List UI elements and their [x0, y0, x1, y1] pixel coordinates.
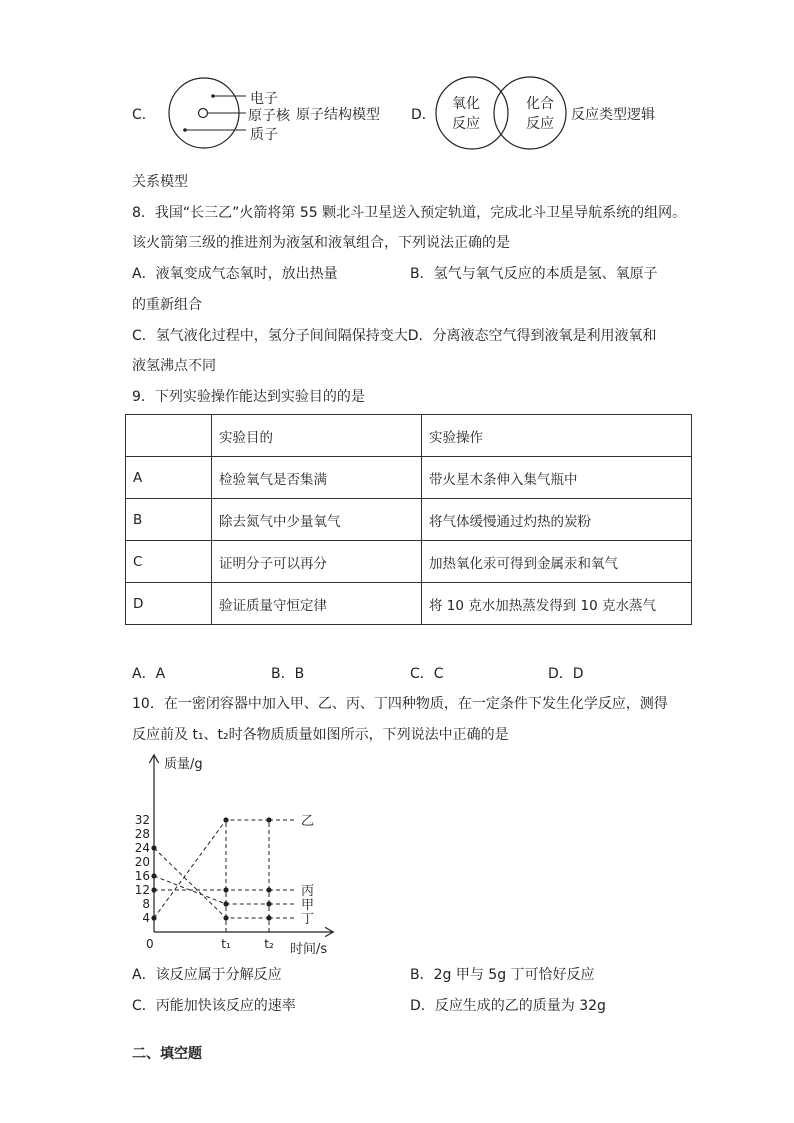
table-cell: 将气体缓慢通过灼热的炭粉	[422, 499, 692, 541]
y-tick-label: 32	[134, 813, 150, 827]
q8-option-d-wrap: 液氢沸点不同	[132, 358, 216, 374]
y-tick-label: 24	[134, 841, 150, 855]
table-header-row	[126, 415, 692, 457]
table-header-cell: 实验目的	[212, 415, 422, 457]
y-tick-label: 12	[134, 883, 150, 897]
q9-option-c[interactable]: C．C	[410, 666, 444, 682]
x-tick-label: t₁	[221, 937, 231, 951]
label-nucleus: 原子核	[248, 108, 290, 124]
venn-right-line1: 化合	[526, 96, 554, 112]
series-label: 丙	[301, 884, 315, 899]
data-point	[223, 915, 228, 920]
y-tick-label: 8	[142, 897, 150, 911]
q9-option-d[interactable]: D．D	[548, 666, 584, 682]
q9-option-a[interactable]: A．A	[132, 666, 166, 682]
venn-left-line2: 反应	[452, 116, 480, 132]
table-header-cell: 实验操作	[422, 415, 692, 457]
table-cell: A	[126, 457, 212, 499]
label-electron: 电子	[250, 91, 278, 107]
table-cell: D	[126, 583, 212, 625]
table-cell: 验证质量守恒定律	[212, 583, 422, 625]
data-point	[223, 901, 228, 906]
y-tick-label: 4	[142, 911, 150, 925]
x-tick-label: t₂	[264, 937, 274, 951]
venn-right-line2: 反应	[526, 116, 554, 132]
experiment-table	[125, 414, 692, 625]
q7-caption-wrap: 关系模型	[132, 174, 188, 190]
table-row	[126, 583, 692, 625]
table-row	[126, 457, 692, 499]
q8-option-b[interactable]: B．氢气与氧气反应的本质是氢、氧原子	[410, 266, 658, 282]
atom-model-caption: 原子结构模型	[296, 107, 380, 123]
x-axis-label: 时间/s	[290, 942, 328, 957]
mass-time-chart	[120, 750, 350, 960]
label-proton: 质子	[250, 127, 278, 143]
series-label: 丁	[301, 912, 315, 927]
q10-option-c[interactable]: C．丙能加快该反应的速率	[132, 998, 296, 1014]
table-cell: 检验氧气是否集满	[212, 457, 422, 499]
q7-option-d-label: D．	[411, 107, 436, 123]
data-point	[223, 887, 228, 892]
data-point	[266, 915, 271, 920]
table-cell: 证明分子可以再分	[212, 541, 422, 583]
venn-caption: 反应类型逻辑	[571, 107, 655, 123]
nucleus-circle	[199, 109, 208, 118]
data-point	[266, 817, 271, 822]
data-point	[266, 887, 271, 892]
origin-label: 0	[146, 937, 154, 951]
table-row	[126, 499, 692, 541]
y-tick-label: 28	[134, 827, 150, 841]
q8-option-a[interactable]: A．液氧变成气态氧时，放出热量	[132, 266, 338, 282]
data-point	[223, 817, 228, 822]
series-line-丁	[154, 848, 269, 918]
q8-stem-line1: 8．我国“长三乙”火箭将第 55 颗北斗卫星送入预定轨道，完成北斗卫星导航系统的组网。	[132, 205, 687, 221]
q10-stem-line1: 10．在一密闭容器中加入甲、乙、丙、丁四种物质，在一定条件下发生化学反应，测得	[132, 696, 668, 712]
table-header-cell	[126, 415, 212, 457]
venn-left-line1: 氧化	[452, 96, 480, 112]
series-label: 甲	[301, 898, 315, 913]
y-axis-label: 质量/g	[164, 757, 203, 772]
data-point	[151, 887, 156, 892]
data-point	[151, 915, 156, 920]
table-cell: 带火星木条伸入集气瓶中	[422, 457, 692, 499]
q10-option-d[interactable]: D．反应生成的乙的质量为 32g	[410, 998, 606, 1014]
data-point	[266, 901, 271, 906]
q9-option-b[interactable]: B．B	[271, 666, 305, 682]
table-row	[126, 541, 692, 583]
table-cell: 除去氮气中少量氧气	[212, 499, 422, 541]
table-cell: 加热氧化汞可得到金属汞和氧气	[422, 541, 692, 583]
q7-option-c-label: C．	[132, 107, 156, 123]
q10-option-a[interactable]: A．该反应属于分解反应	[132, 967, 282, 983]
q8-option-cd[interactable]: C．氢气液化过程中，氢分子间间隔保持变大D．分离液态空气得到液氧是利用液氧和	[132, 328, 657, 344]
section-title: 二、填空题	[132, 1046, 202, 1062]
y-tick-label: 16	[134, 869, 150, 883]
y-tick-label: 20	[134, 855, 150, 869]
data-point	[151, 873, 156, 878]
table-cell: B	[126, 499, 212, 541]
table-cell: C	[126, 541, 212, 583]
table-cell: 将 10 克水加热蒸发得到 10 克水蒸气	[422, 583, 692, 625]
q8-option-b-wrap: 的重新组合	[132, 297, 202, 313]
data-point	[151, 845, 156, 850]
q10-option-b[interactable]: B．2g 甲与 5g 丁可恰好反应	[410, 967, 595, 983]
q9-stem: 9．下列实验操作能达到实验目的的是	[132, 389, 365, 405]
q10-stem-line2: 反应前及 t₁、t₂时各物质质量如图所示，下列说法中正确的是	[132, 727, 509, 743]
series-label: 乙	[301, 814, 315, 829]
q8-stem-line2: 该火箭第三级的推进剂为液氢和液氧组合，下列说法正确的是	[132, 235, 510, 251]
